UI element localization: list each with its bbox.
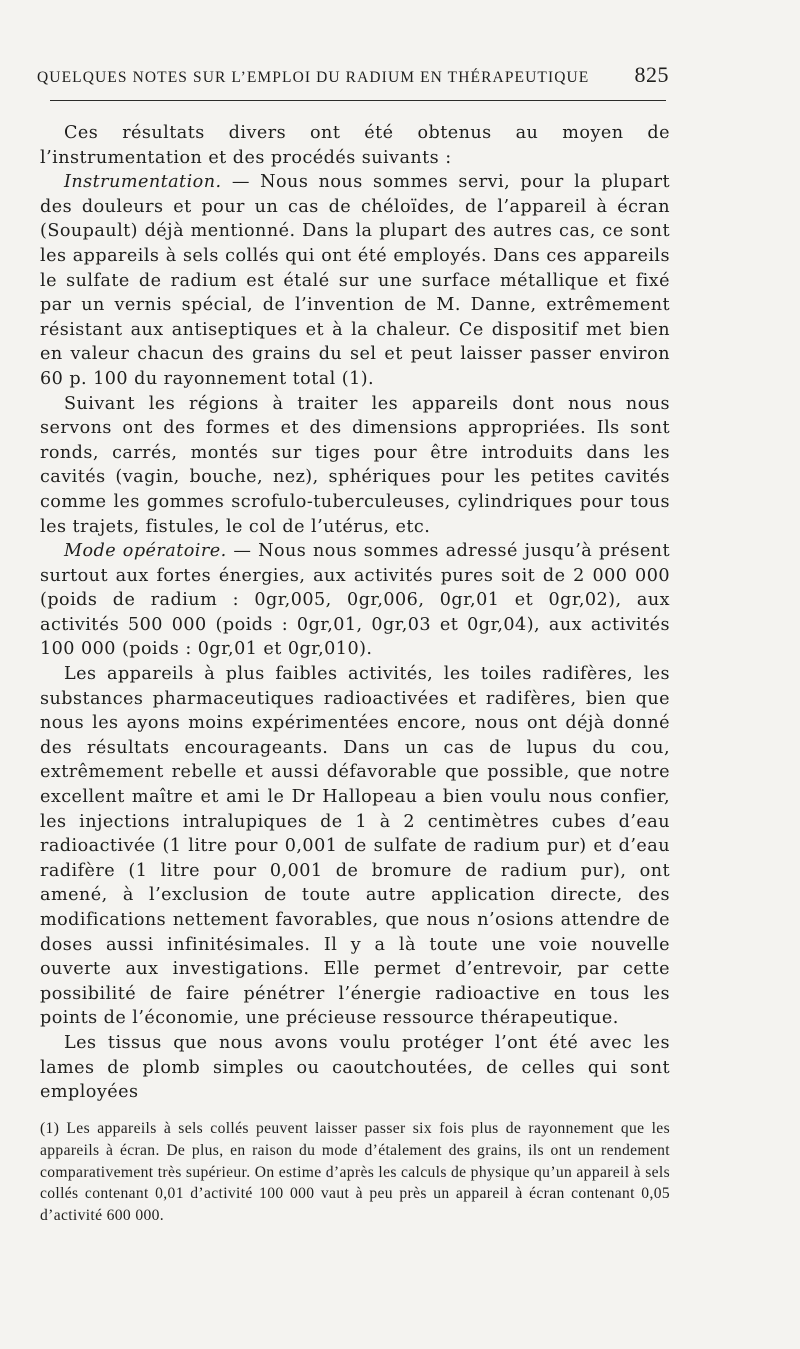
header-rule — [50, 100, 666, 101]
running-title: QUELQUES NOTES SUR L’EMPLOI DU RADIUM EN THÉRAPEUTIQUE — [37, 69, 590, 86]
paragraph — [40, 539, 670, 662]
paragraph — [40, 170, 670, 391]
paragraph-text: Les appareils à plus faibles activités, les toiles radifères, les substances pharmaceutiques radioactivées et radifères, bien que nous les ayons moins expérimentées encore, nous ont déjà donné des résultats encourageants. Dans un cas de lupus du cou, extrêmement rebelle et aussi défavorable que possible, que notre excellent maître et ami le Dr Hallopeau a bien voulu nous confier, les injections intralupiques de 1 à 2 centimètres cubes d’eau radioactivée (1 litre pour 0,001 de sulfate de radium pur) et d’eau radifère (1 litre pour 0,001 de bromure de radium pur), ont amené, à l’exclusion de toute autre application directe, des modifications nettement favorables, que nous n’osions attendre de doses aussi infinitésimales. Il y a là toute une voie nouvelle ouverte aux investigations. Elle permet d’entrevoir, par cette possibilité de faire pénétrer l’énergie radioactive en tous les points de l’économie, une précieuse ressource thérapeutique. — [40, 664, 670, 1029]
section-heading-mode-operatoire: Mode opératoire. — [64, 541, 227, 562]
page-header — [37, 62, 669, 88]
paragraph-text: — Nous nous sommes servi, pour la plupart des douleurs et pour un cas de chéloïdes, de l’appareil à écran (Soupault) déjà mentionné. Dans la plupart des autres cas, ce sont les appareils à sels collés qui ont été employés. Dans ces appareils le sulfate de radium est étalé sur une surface métallique et fixé par un vernis spécial, de l’invention de M. Danne, extrêmement résistant aux antiseptiques et à la chaleur. Ce dispositif met bien en valeur chacun des grains du sel et peut laisser passer environ 60 p. 100 du rayonnement total (1). — [40, 172, 670, 389]
paragraph-text: Suivant les régions à traiter les appareils dont nous nous servons ont des formes et des dimensions appropriées. Ils sont ronds, carrés, montés sur tiges pour être introduits dans les cavités (vagin, bouche, nez), sphériques pour les petites cavités comme les gommes scrofulo-tuberculeuses, cylindriques pour tous les trajets, fistules, le col de l’utérus, etc. — [40, 393, 670, 537]
paragraph-text: — Nous nous sommes adressé jusqu’à présent surtout aux fortes énergies, aux activités pures soit de 2 000 000 (poids de radium : 0gr,005, 0gr,006, 0gr,01 et 0gr,02), aux activités 500 000 (poids : 0gr,01, 0gr,03 et 0gr,04), aux activités 100 000 (poids : 0gr,01 et 0gr,010). — [40, 541, 670, 660]
paragraph-text: Ces résultats divers ont été obtenus au moyen de l’instrumentation et des procédés suivants : — [40, 123, 670, 168]
paragraph — [40, 1031, 670, 1105]
footnotes — [40, 1118, 670, 1227]
paragraph — [40, 121, 670, 170]
page-number: 825 — [634, 62, 669, 87]
section-heading-instrumentation: Instrumentation. — [64, 172, 222, 193]
paragraph — [40, 662, 670, 1031]
paragraph — [40, 392, 670, 540]
footnote: (1) Les appareils à sels collés peuvent laisser passer six fois plus de rayonnement que les appareils à écran. De plus, en raison du mode d’étalement des grains, ils ont un rendement comparativement très supérieur. On estime d’après les calculs de physique qu’un appareil à sels collés contenant 0,01 d’activité 100 000 vaut à peu près un appareil à écran contenant 0,05 d’activité 600 000. — [40, 1120, 670, 1225]
paragraph-text: Les tissus que nous avons voulu protéger l’ont été avec les lames de plomb simples ou caoutchoutées, de celles qui sont employées — [40, 1032, 670, 1103]
body-text — [40, 121, 670, 1105]
